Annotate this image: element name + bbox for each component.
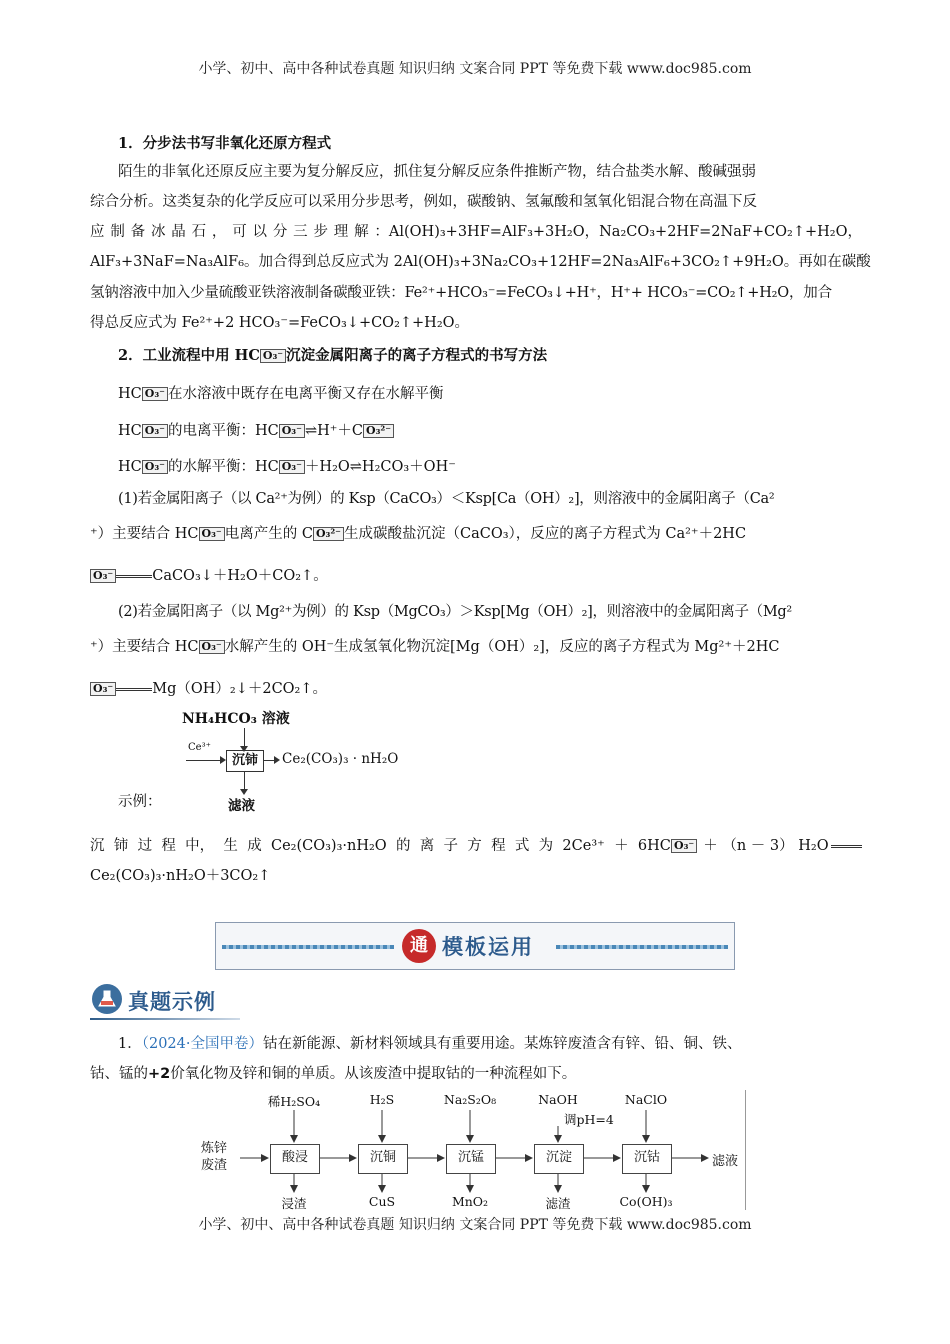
w: 方	[467, 838, 482, 854]
case1-line3	[90, 566, 862, 586]
s1-eq1: Al(OH)₃+3HF=AlF₃+3H₂O，	[388, 224, 600, 240]
w: 晶	[171, 224, 186, 240]
flow-end: 滤液	[712, 1154, 739, 1169]
w: ＋	[614, 838, 629, 854]
s2-line2-a: 的电离平衡：HC	[167, 423, 279, 439]
w: 的	[395, 838, 411, 854]
case1-line1: (1)若金属阳离子（以 Ca²⁺为例）的 Ksp（CaCO₃）＜Ksp[Ca（OH）₂]，则溶液中的金属阳离子（Ca²	[118, 491, 775, 507]
c1-a: ⁺）主要结合 HC	[90, 526, 199, 542]
s2-title-a: 2．工业流程中用 HC	[118, 347, 260, 364]
arrow-bottom-line	[244, 771, 245, 791]
w: 生	[223, 838, 238, 854]
w: 沉	[90, 838, 105, 854]
w: 为	[538, 838, 554, 854]
s3-line2: Ce₂(CO₃)₃·nH₂O＋3CO₂↑	[90, 868, 271, 884]
flow-box-2: 沉铜	[358, 1144, 408, 1174]
flow-out-4: 滤渣	[545, 1196, 571, 1211]
section-tag-underline	[90, 1018, 240, 1020]
s1-para-line2: 综合分析。这类复杂的化学反应可以采用分步思考，例如，碳酸钠、氢氟酸和氢氧化铝混合物在高温下反	[90, 194, 757, 210]
banner-badge-icon: 通	[402, 929, 436, 963]
hco3-image: O₃⁻	[90, 569, 116, 583]
w: 子	[443, 838, 459, 854]
section1-title: 1．分步法书写非氧化还原方程式	[118, 135, 332, 152]
w: 制	[110, 224, 125, 240]
hc-text: HC	[118, 459, 142, 475]
page-footer: 小学、初中、高中各种试卷真题 知识归纳 文案合同 PPT 等免费下载 www.doc985.com	[198, 1217, 752, 1233]
flow-box-1: 酸浸	[270, 1144, 320, 1174]
w: ：	[374, 224, 389, 240]
s3-line1	[90, 836, 862, 856]
s1-eq2: Na₂CO₃+2HF=2NaF+CO₂↑+H₂O，	[599, 224, 862, 240]
w: 分	[272, 224, 288, 240]
s1-para-line6: 得总反应式为 Fe²⁺+2 HCO₃⁻=FeCO₃↓+CO₂↑+H₂O。	[90, 315, 470, 331]
flow-reagent-2: H₂S	[369, 1092, 395, 1107]
q1-text2c: 价氧化物及锌和铜的单质。从该废渣中提取钴的一种流程如下。	[170, 1066, 577, 1082]
hco3-image: O₃⁻	[90, 682, 116, 696]
diagram-left-label: Ce³⁺	[188, 742, 211, 753]
co3-image: O₃²⁻	[313, 527, 344, 541]
flow-out-3: MnO₂	[451, 1194, 489, 1209]
flow-reagent-1: 稀H₂SO₄	[267, 1094, 321, 1109]
w: 以	[252, 224, 267, 240]
hco3-image: O₃⁻	[142, 424, 168, 438]
s2-line1	[118, 384, 890, 404]
s1-para-line4	[90, 252, 871, 272]
hco3-image: O₃⁻	[671, 839, 697, 853]
template-banner	[215, 922, 735, 970]
equals-bar	[116, 575, 152, 578]
flow-out-2: CuS	[368, 1194, 396, 1209]
w: 中，	[185, 838, 215, 854]
s2-line3-b: ＋H₂O⇌H₂CO₃＋OH⁻	[304, 459, 456, 475]
q1-line1	[118, 1034, 890, 1054]
diagram-right-label: Ce₂(CO₃)₃ · nH₂O	[282, 751, 399, 767]
diagram-top-label: NH₄HCO₃ 溶液	[182, 711, 290, 727]
s2-title-c: 沉淀金属阳离子的离子方程式的书写方法	[286, 347, 548, 364]
s3-line1-words	[90, 836, 671, 856]
s2-line2-b: ⇌H⁺＋C	[304, 423, 363, 439]
flow-box-4: 沉淀	[534, 1144, 584, 1174]
flow-start	[190, 1140, 238, 1174]
hc-text: HC	[118, 386, 142, 402]
flow-start-line2: 废渣	[200, 1158, 227, 1173]
w: 备	[130, 224, 146, 240]
case2-line3	[90, 679, 862, 699]
w: 应	[90, 224, 105, 240]
s2-line3-a: 的水解平衡：HC	[167, 459, 279, 475]
arrow-down-line	[244, 728, 245, 748]
w: 2Ce³⁺	[562, 838, 605, 854]
w: 三	[293, 224, 308, 240]
flow-reagent-5: NaClO	[624, 1092, 668, 1107]
s2-line3	[118, 457, 890, 477]
arrow-right-head	[274, 756, 280, 764]
w: ，	[211, 224, 227, 240]
q1-valence: +2	[148, 1066, 171, 1082]
s1-para-line3	[90, 222, 862, 242]
w: 步	[313, 224, 328, 240]
process-flow	[190, 1090, 750, 1215]
c1-c: 生成碳酸盐沉淀（CaCO₃），反应的离子方程式为 Ca²⁺＋2HC	[343, 526, 747, 542]
hc-text: HC	[118, 423, 142, 439]
banner-stripe-right	[556, 945, 728, 949]
s1-total-eq: 。加合得到总反应式为 2Al(OH)₃+3Na₂CO₃+12HF=2Na₃AlF₆+3CO₂↑+9H₂O。再如在碳酸	[244, 254, 871, 270]
equals-bar	[831, 845, 862, 848]
section-tag-title: 真题示例	[128, 989, 216, 1014]
c1-product: CaCO₃↓＋H₂O＋CO₂↑。	[152, 568, 328, 584]
flow-out-1: 浸渣	[281, 1196, 307, 1211]
s2-line2	[118, 421, 890, 441]
diagram-box: 沉铈	[226, 750, 264, 772]
banner-stripe-left	[222, 945, 394, 949]
case2-line1: (2)若金属阳离子（以 Mg²⁺为例）的 Ksp（MgCO₃）＞Ksp[Mg（OH）₂]，则溶液中的金属阳离子（Mg²	[118, 604, 792, 620]
c2-a: ⁺）主要结合 HC	[90, 639, 199, 655]
q1-text1: 钴在新能源、新材料领域具有重要用途。某炼锌废渣含有锌、铅、铜、铁、	[263, 1036, 742, 1052]
w: 理	[333, 224, 349, 240]
flow-reagent-3: Na₂S₂O₈	[443, 1092, 497, 1107]
arrow-left-line	[186, 760, 222, 761]
s1-line3-words	[90, 222, 389, 242]
section2-title	[118, 346, 890, 366]
w: 过	[137, 838, 153, 854]
q1-line2	[90, 1064, 862, 1084]
flask-icon	[92, 984, 122, 1014]
banner-title: 模板运用	[442, 934, 534, 959]
hco3-image: O₃⁻	[199, 640, 225, 654]
c1-b: 电离产生的 C	[224, 526, 313, 542]
w: Ce₂(CO₃)₃·nH₂O	[270, 838, 387, 854]
c2-b: 水解产生的 OH⁻生成氢氧化物沉淀[Mg（OH）₂]，反应的离子方程式为 Mg²⁺＋2HC	[224, 639, 780, 655]
section-tag	[90, 982, 240, 1020]
w: 解	[354, 224, 369, 240]
hco3-image: O₃⁻	[279, 424, 305, 438]
equals-bar	[116, 688, 152, 691]
case2-line2	[90, 637, 862, 657]
s1-para-line5: 氢钠溶液中加入少量硫酸亚铁溶液制备碳酸亚铁：Fe²⁺+HCO₃⁻=FeCO₃↓+H⁺，H⁺+ HCO₃⁻=CO₂↑+H₂O，加合	[90, 285, 832, 301]
c2-product: Mg（OH）₂↓＋2CO₂↑。	[152, 681, 328, 697]
w: 冰	[150, 224, 166, 240]
example-label: 示例：	[118, 794, 162, 810]
flow-reagent-4b: 调pH=4	[564, 1112, 614, 1127]
q1-number: 1．	[118, 1036, 142, 1052]
page-header: 小学、初中、高中各种试卷真题 知识归纳 文案合同 PPT 等免费下载 www.doc985.com	[198, 61, 752, 77]
w: 式	[514, 838, 530, 854]
flow-out-5: Co(OH)₃	[619, 1194, 673, 1209]
s1-para-line1: 陌生的非氧化还原反应主要为复分解反应，抓住复分解反应条件推断产物，结合盐类水解、酸碱强弱	[118, 164, 756, 180]
s1-eq3: AlF₃+3NaF=Na₃AlF₆	[90, 254, 245, 270]
w: 石	[191, 224, 207, 240]
w: 6HC	[637, 838, 671, 854]
flow-box-3: 沉锰	[446, 1144, 496, 1174]
hco3-image: O₃⁻	[142, 387, 168, 401]
s3-line1-tail: ＋ （n － 3） H₂O	[703, 838, 829, 854]
diagram-bottom-label: 滤液	[228, 798, 255, 814]
flow-box-5: 沉钴	[622, 1144, 672, 1174]
hco3-image: O₃⁻	[142, 460, 168, 474]
hco3-image: O₃⁻	[199, 527, 225, 541]
q1-text2a: 钴、锰的	[90, 1066, 148, 1082]
s2-line1-text: 在水溶液中既存在电离平衡又存在水解平衡	[167, 386, 444, 402]
hco3-image: O₃⁻	[260, 349, 286, 363]
flow-reagent-4: NaOH	[538, 1092, 578, 1107]
w: 离	[419, 838, 435, 854]
w: 可	[232, 224, 247, 240]
case1-line2	[90, 524, 862, 544]
w: 成	[247, 838, 262, 854]
hco3-image: O₃⁻	[279, 460, 305, 474]
co3-image: O₃²⁻	[363, 424, 394, 438]
flow-start-line1: 炼锌	[200, 1141, 227, 1156]
w: 铈	[113, 838, 129, 854]
w: 程	[161, 838, 176, 854]
q1-source: （2024·全国甲卷）	[141, 1036, 263, 1052]
w: 程	[491, 838, 506, 854]
